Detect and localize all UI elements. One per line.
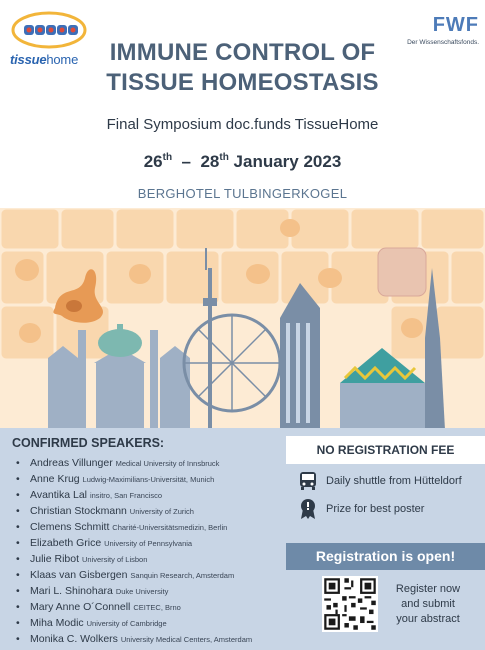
shuttle-info <box>298 470 478 494</box>
title-line-2: TISSUE HOMEOSTASIS <box>106 69 379 96</box>
speaker-item: • Mari L. Shinohara Duke University <box>16 585 169 597</box>
speaker-item: • Clemens Schmitt Charité-Universitätsmedizin, Berlin <box>16 521 228 533</box>
qr-code[interactable] <box>322 576 378 632</box>
no-registration-fee-banner: NO REGISTRATION FEE <box>286 436 485 464</box>
registration-open-banner: Registration is open! <box>286 543 485 570</box>
fwf-mark: FWF <box>432 14 479 36</box>
speaker-item: • Klaas van Gisbergen Sanquin Research, Amsterdam <box>16 569 235 581</box>
speaker-item: • Avantika Lal insitro, San Francisco <box>16 489 163 501</box>
fwf-subtitle: Der Wissenschaftsfonds. <box>407 39 479 46</box>
tissue-city-illustration <box>0 208 485 430</box>
speaker-item: • Julie Ribot University of Lisbon <box>16 553 148 565</box>
prize-info <box>298 498 478 522</box>
award-ribbon-icon <box>298 498 318 520</box>
speaker-item: • Elizabeth Grice University of Pennsylvania <box>16 537 193 549</box>
speaker-item: • Andreas Villunger Medical University of Innsbruck <box>16 457 220 469</box>
register-instructions: Register now and submit your abstract <box>395 583 461 625</box>
speaker-item: • Miha Modic University of Cambridge <box>16 617 167 629</box>
speaker-item: • Christian Stockmann University of Zurich <box>16 505 194 517</box>
logo-wordmark: tissuehome <box>10 52 79 67</box>
event-dates: 26th – 28th January 2023 <box>143 152 342 171</box>
event-venue: BERGHOTEL TULBINGERKOGEL <box>137 186 348 201</box>
speaker-item: • Mary Anne O´Connell CEITEC, Brno <box>16 601 181 613</box>
event-subtitle: Final Symposium doc.funds TissueHome <box>106 116 379 133</box>
prize-label: Prize for best poster <box>326 503 425 515</box>
speakers-heading: CONFIRMED SPEAKERS: <box>12 436 165 450</box>
speaker-item: • Monika C. Wolkers University Medical Centers, Amsterdam <box>16 633 253 645</box>
title-line-1: IMMUNE CONTROL OF <box>109 39 376 66</box>
bus-icon <box>298 470 318 492</box>
speaker-item: • Anne Krug Ludwig-Maximilians-Universität, Munich <box>16 473 215 485</box>
shuttle-label: Daily shuttle from Hütteldorf <box>326 475 462 487</box>
